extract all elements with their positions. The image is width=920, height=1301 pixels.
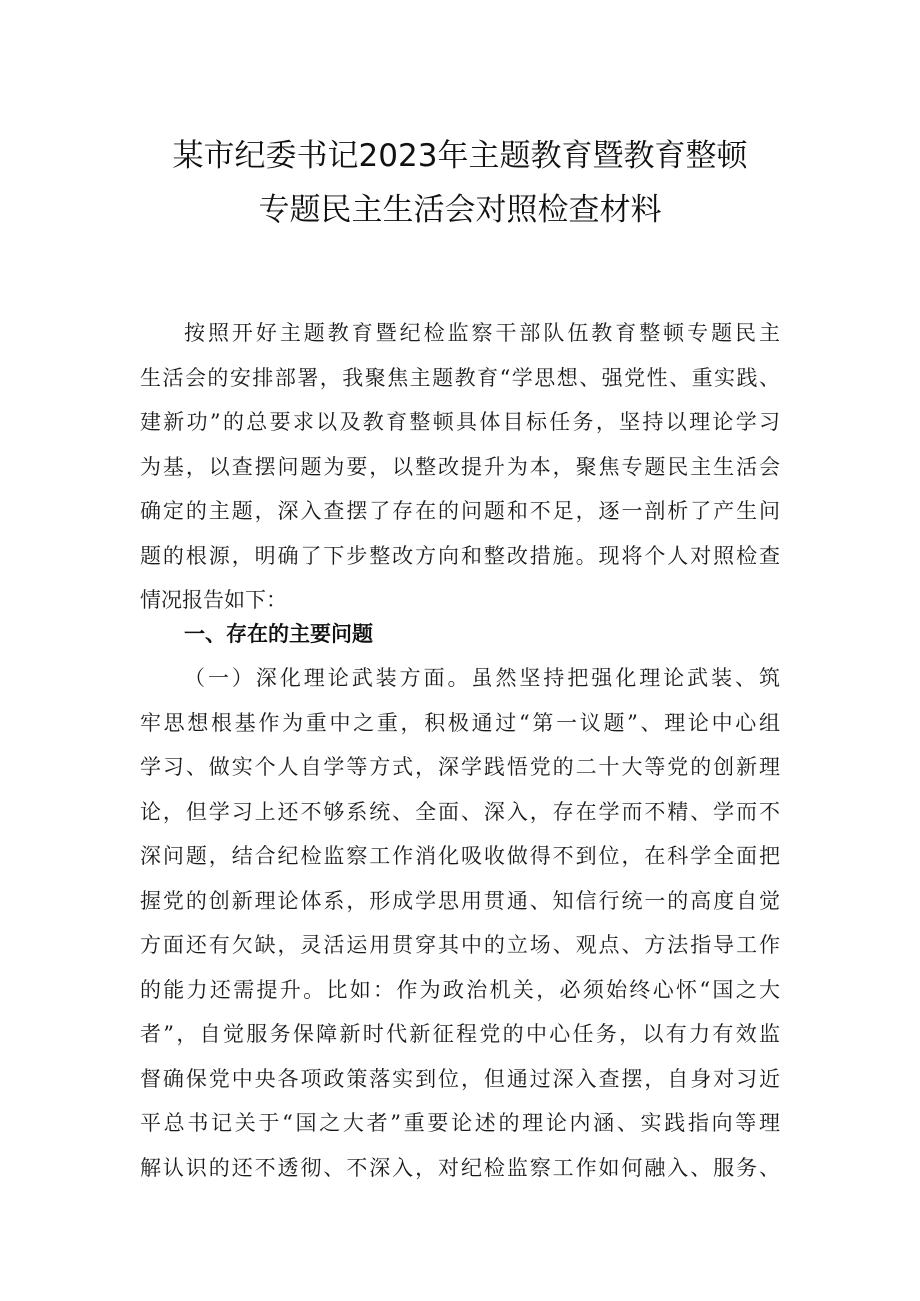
intro-line: 情况报告如下： xyxy=(140,588,287,612)
section-line: 平总书记关于“国之大者”重要论述的理论内涵、实践指向等理 xyxy=(140,1111,780,1135)
section-line: 牢思想根基作为重中之重，积极通过“第一议题”、理论中心组 xyxy=(140,710,780,735)
section-line: 者”，自觉服务保障新时代新征程党的中心任务，以有力有效监 xyxy=(140,1022,780,1046)
document-title-line-2: 专题民主生活会对照检查材料 xyxy=(258,192,662,228)
section-line: 督确保党中央各项政策落实到位，但通过深入查摆，自身对习近 xyxy=(140,1066,780,1091)
section-line: 方面还有欠缺，灵活运用贯穿其中的立场、观点、方法指导工作 xyxy=(140,933,780,957)
intro-paragraph xyxy=(140,311,780,623)
intro-line: 为基，以查摆问题为要，以整改提升为本，聚焦专题民主生活会 xyxy=(140,454,780,479)
section-line: 解认识的还不透彻、不深入，对纪检监察工作如何融入、服务、 xyxy=(140,1155,780,1180)
document-title-line-1: 某市纪委书记2023年主题教育暨教育整顿 xyxy=(172,138,748,174)
section-line: 深问题，结合纪检监察工作消化吸收做得不到位，在科学全面把 xyxy=(140,844,780,868)
section-line: 论，但学习上还不够系统、全面、深入，存在学而不精、学而不 xyxy=(140,799,780,824)
intro-line: 确定的主题，深入查摆了存在的问题和不足，逐一剖析了产生问 xyxy=(140,499,780,523)
intro-line: 建新功”的总要求以及教育整顿具体目标任务，坚持以理论学习 xyxy=(140,410,780,434)
section-heading: 一、存在的主要问题 xyxy=(184,622,373,646)
intro-line: 按照开好主题教育暨纪检监察干部队伍教育整顿专题民主 xyxy=(184,321,780,345)
section-line: 的能力还需提升。比如：作为政治机关，必须始终心怀“国之大 xyxy=(140,977,780,1002)
section-paragraph xyxy=(140,656,780,1190)
section-line: （一）深化理论武装方面。虽然坚持把强化理论武装、筑 xyxy=(184,666,780,690)
intro-line: 生活会的安排部署，我聚焦主题教育“学思想、强党性、重实践、 xyxy=(140,365,780,390)
intro-line: 题的根源，明确了下步整改方向和整改措施。现将个人对照检查 xyxy=(140,543,780,568)
section-line: 握党的创新理论体系，形成学思用贯通、知信行统一的高度自觉 xyxy=(140,888,780,913)
section-line: 学习、做实个人自学等方式，深学践悟党的二十大等党的创新理 xyxy=(140,755,780,779)
